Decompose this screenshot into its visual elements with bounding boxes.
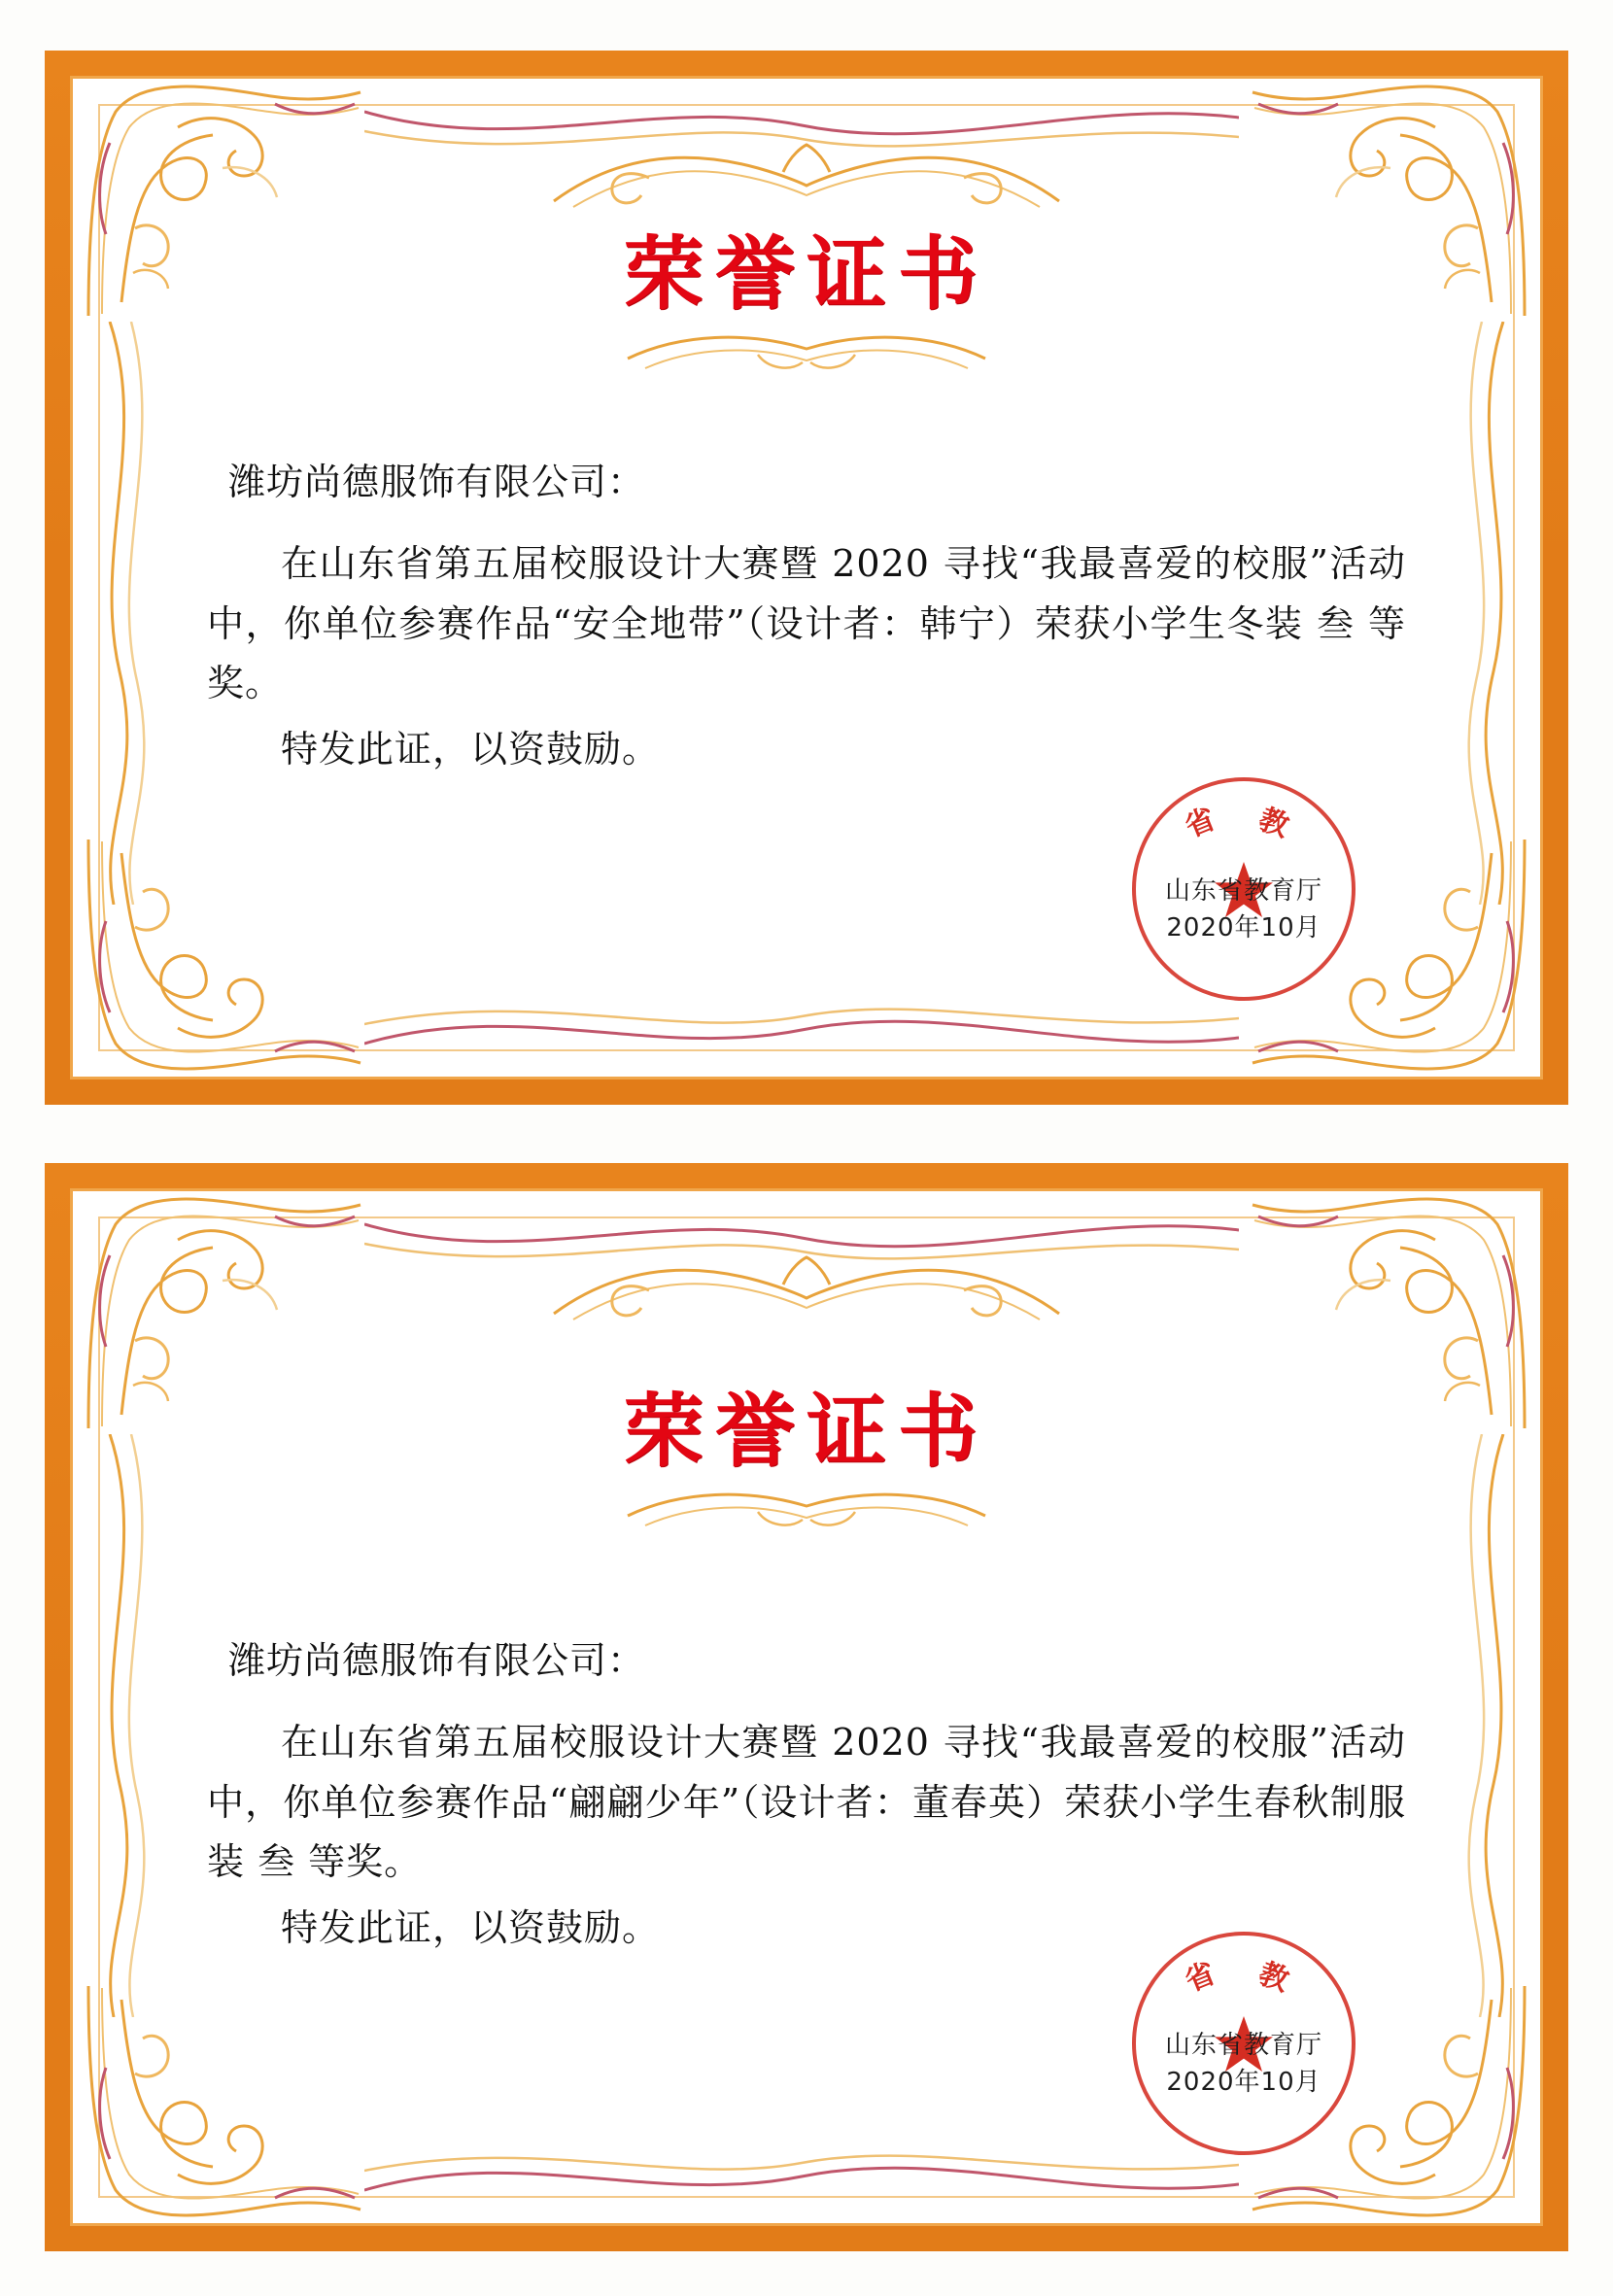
body-paragraph: 特发此证，以资鼓励。 [281,727,661,771]
title-underline-flourish-icon [612,1483,1001,1541]
header-flourish-icon [534,139,1079,223]
certificate-content [131,1230,1482,2184]
seal-arc-char: 省 [1180,802,1220,845]
body-paragraph: 在山东省第五届校服设计大赛暨 2020 寻找“我最喜爱的校服”活动中，你单位参赛作品“翩翩少年”（设计者：董春英）荣获小学生春秋制服装 叁 等奖。 [207,1721,1406,1884]
certificate-title: 荣誉证书 [623,1385,989,1478]
official-seal [1132,777,1356,1001]
certificate-card [45,51,1568,1105]
certificate-body [207,1713,1406,1958]
seal-arc-char: 教 [1253,1956,1293,1999]
certificate-content [131,118,1482,1038]
certificate-card [45,1163,1568,2251]
seal-date: 2020年10月 [1166,2068,1321,2097]
recipient-name: 潍坊尚德服饰有限公司： [228,1639,646,1683]
seal-issuer: 山东省教育厅 [1164,2031,1322,2060]
seal-arc-char: 教 [1253,802,1293,844]
certificate-frame [70,1188,1543,2226]
body-paragraph: 特发此证，以资鼓励。 [281,1905,661,1949]
title-underline-flourish-icon [612,326,1001,384]
header-flourish-icon [534,1251,1079,1335]
seal-issuer: 山东省教育厅 [1164,876,1322,906]
seal-date: 2020年10月 [1166,913,1321,942]
certificate-title: 荣誉证书 [623,227,989,321]
body-paragraph: 在山东省第五届校服设计大赛暨 2020 寻找“我最喜爱的校服”活动中，你单位参赛作品“安全地带”（设计者：韩宁）荣获小学生冬装 叁 等奖。 [207,542,1406,705]
official-seal [1132,1932,1356,2155]
seal-arc-char: 省 [1180,1956,1220,2000]
recipient-name: 潍坊尚德服饰有限公司： [228,461,646,504]
certificate-body [207,534,1406,779]
certificate-list [45,51,1568,2256]
certificate-frame [70,76,1543,1079]
